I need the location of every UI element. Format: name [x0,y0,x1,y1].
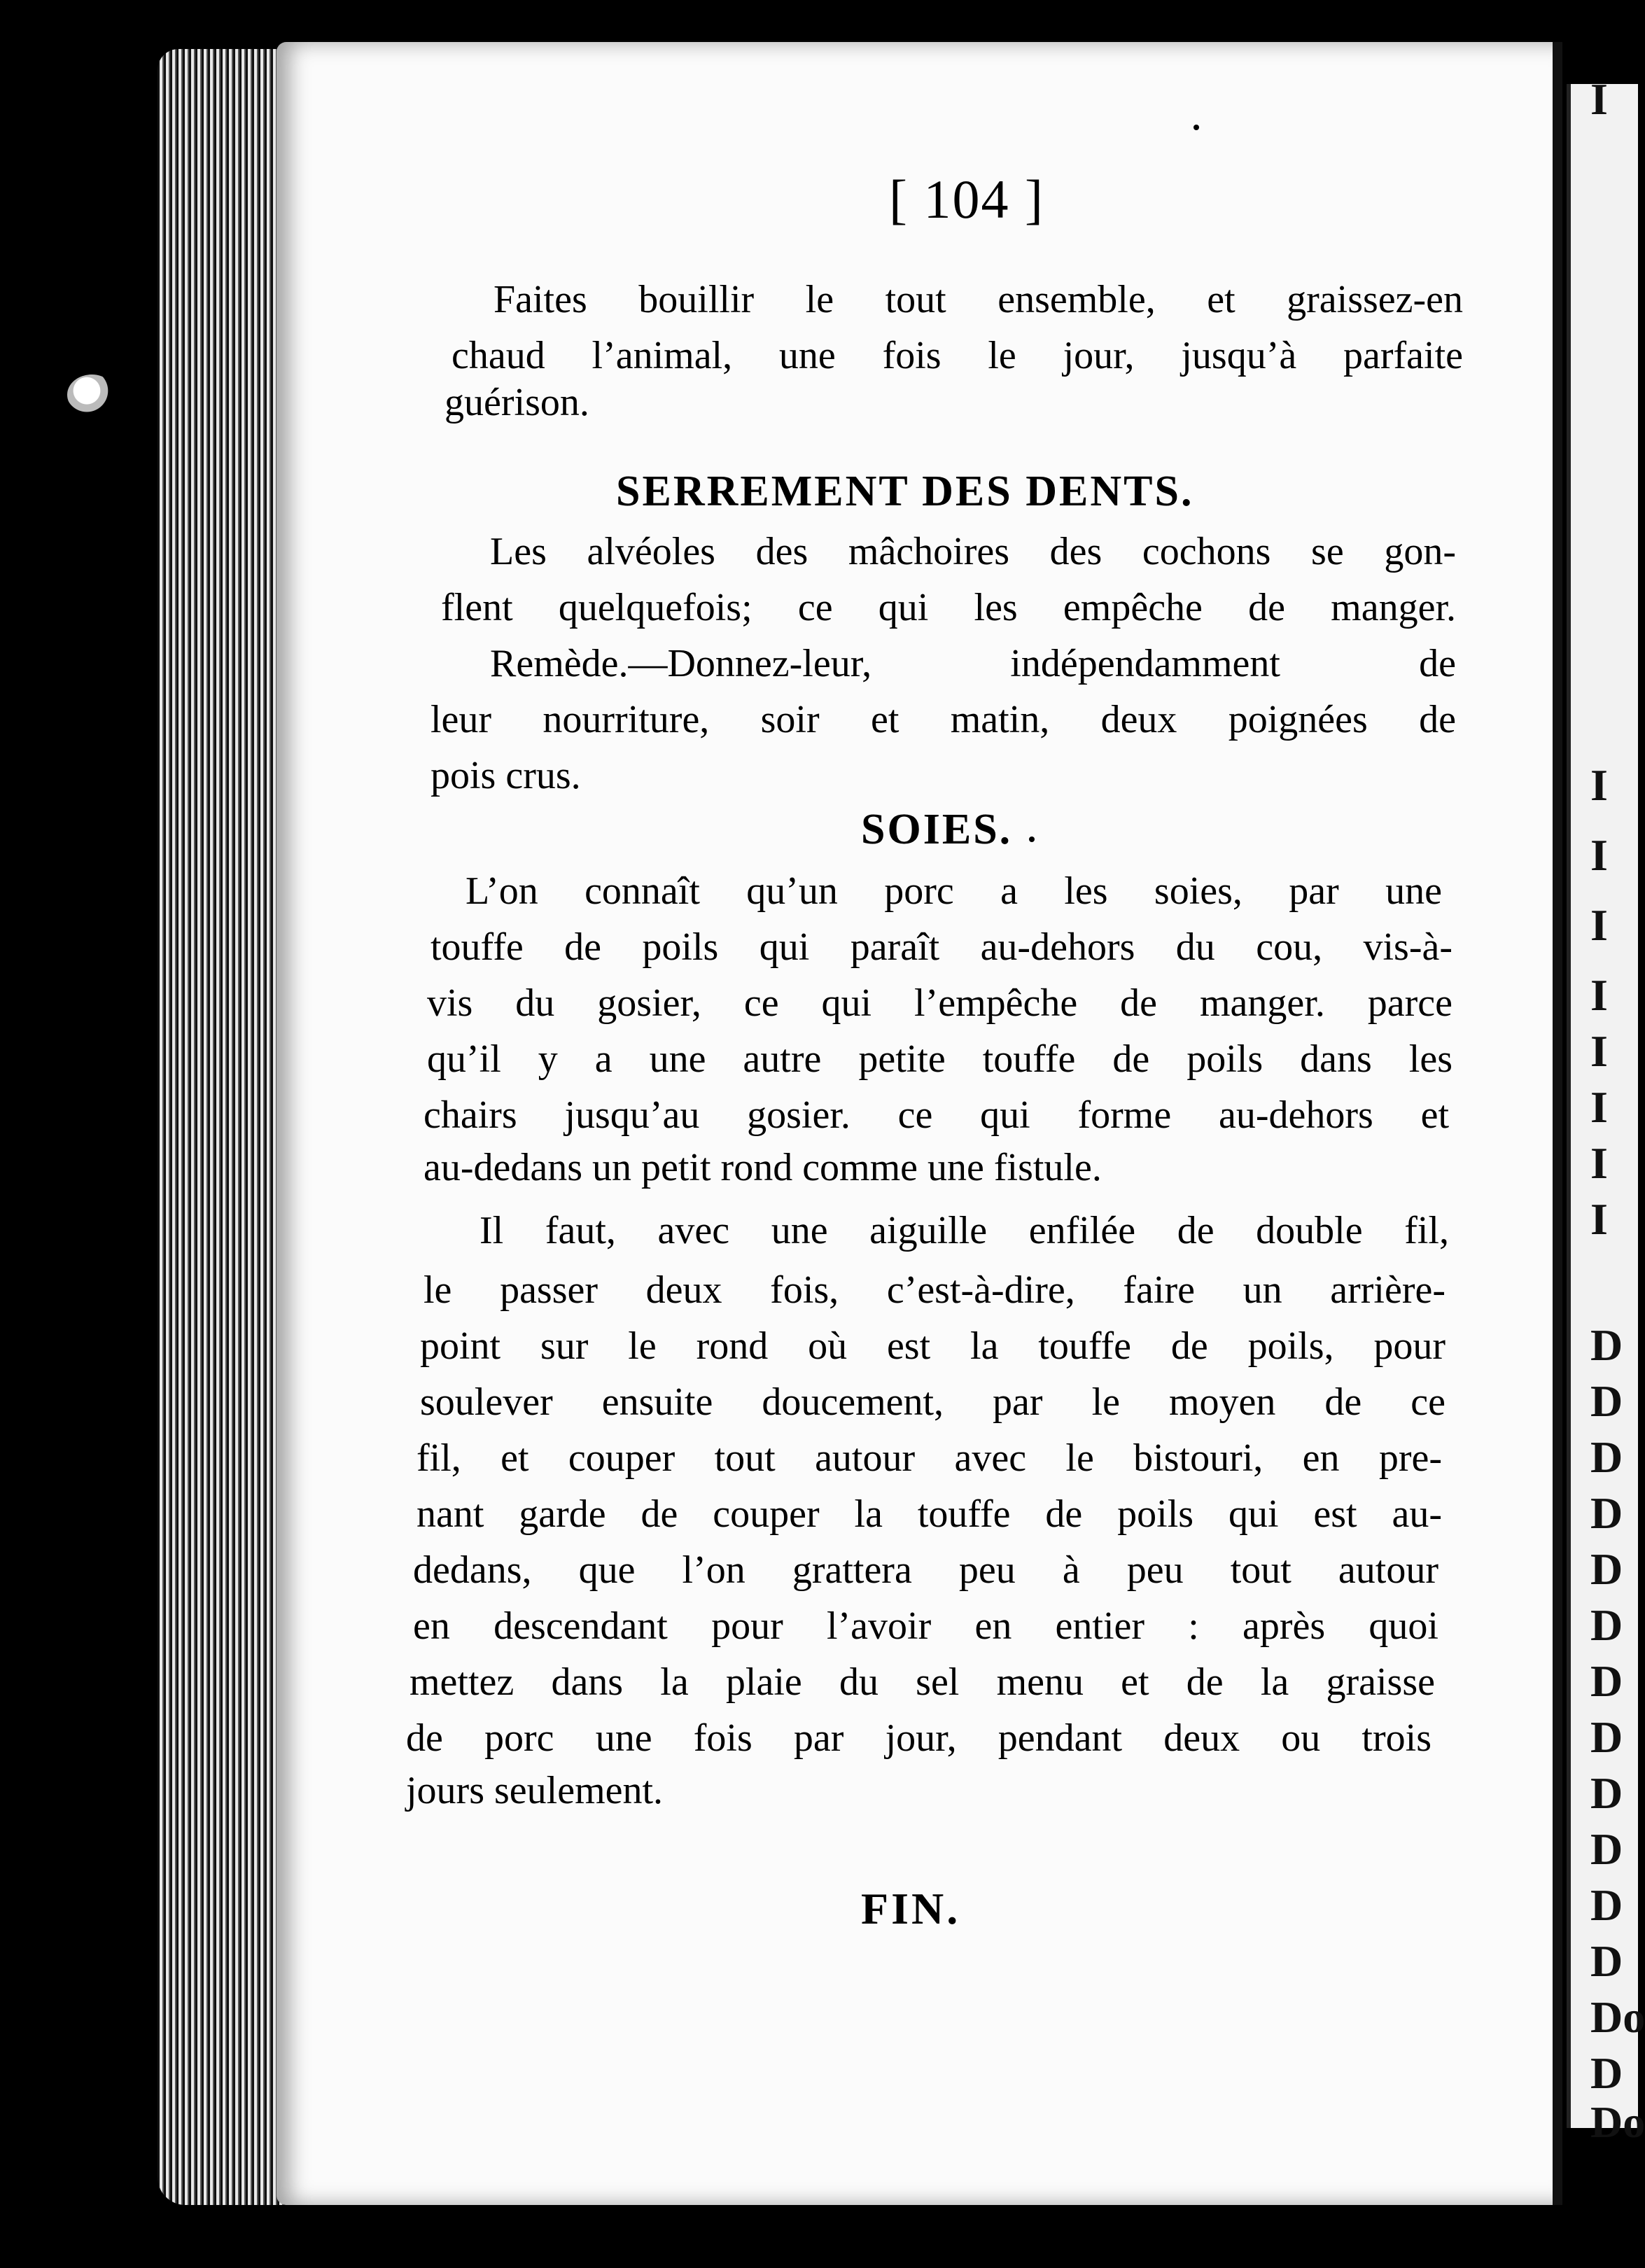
facing-letter: D [1590,1376,1623,1426]
stain-mark [67,374,116,415]
text-line: chairs jusqu’au gosier. ce qui forme au-dehors et [424,1093,1449,1137]
facing-letter: I [1590,1138,1608,1188]
text-line: le passer deux fois, c’est-à-dire, faire un arrière- [424,1268,1446,1312]
facing-letter: D [1590,1432,1623,1482]
facing-letter: I [1590,760,1608,810]
text-line: au-dedans un petit rond comme une fistule. [424,1146,1102,1189]
text-line: flent quelquefois; ce qui les empêche de manger. [441,586,1456,629]
text-line: Il faut, avec une aiguille enfilée de double fil, [479,1209,1449,1252]
section-heading: SOIES. [861,806,1013,853]
text-line: nant garde de couper la touffe de poils qui est au- [416,1492,1442,1536]
gutter [1553,42,1562,2205]
facing-letter: D [1590,1600,1623,1650]
facing-letter: D [1590,1320,1623,1370]
facing-letter: D [1590,1544,1623,1594]
facing-letter: I [1590,1194,1608,1244]
text-line: touffe de poils qui paraît au-dehors du cou, vis-à- [430,925,1452,969]
facing-letter: D [1590,1880,1623,1930]
facing-letter: D [1590,2048,1623,2098]
text-line: fil, et couper tout autour avec le bistouri, en pre- [416,1436,1442,1480]
facing-letter: I [1590,970,1608,1020]
text-line: mettez dans la plaie du sel menu et de la graisse [410,1660,1435,1704]
facing-letter: I [1590,900,1608,950]
facing-letter: D [1590,1488,1623,1538]
text-line: en descendant pour l’avoir en entier : après quoi [413,1604,1438,1648]
section-heading: SERREMENT DES DENTS. [616,468,1194,515]
facing-letter: D [1590,1712,1623,1762]
text-line: pois crus. [430,754,581,797]
text-line: leur nourriture, soir et matin, deux poignées de [430,698,1456,741]
speck [1029,836,1035,842]
facing-letter: D [1590,1768,1623,1818]
text-line: qu’il y a une autre petite touffe de poils dans les [427,1037,1452,1081]
facing-letter: D [1590,1936,1623,1986]
facing-letter: Do [1590,1992,1645,2042]
end-mark: FIN. [861,1884,961,1933]
speck [1194,125,1199,130]
facing-letter: D [1590,1824,1623,1874]
facing-letter: I [1590,1026,1608,1076]
text-line: soulever ensuite doucement, par le moyen de ce [420,1380,1446,1424]
facing-letter: I [1590,830,1608,880]
facing-page [1567,74,1645,2147]
facing-letter: Do [1590,2097,1645,2147]
facing-letter: I [1590,74,1608,124]
text-line: Les alvéoles des mâchoires des cochons se gon- [490,530,1456,573]
text-line: de porc une fois par jour, pendant deux ou trois [406,1716,1432,1760]
text-line: vis du gosier, ce qui l’empêche de manger. parce [427,981,1452,1025]
text-line: chaud l’animal, une fois le jour, jusqu’à parfaite [451,334,1463,377]
text-line: L’on connaît qu’un porc a les soies, par une [465,869,1442,913]
text-line: dedans, que l’on grattera peu à peu tout autour [413,1548,1438,1592]
page-number: [ 104 ] [889,169,1044,230]
text-line: guérison. [444,381,589,424]
text-line: Faites bouillir le tout ensemble, et graissez-en [493,278,1463,321]
facing-letter: I [1590,1082,1608,1132]
text-line: Remède.—Donnez-leur, indépendamment de [490,642,1456,685]
text-line: jours seulement. [406,1769,664,1812]
text-line: point sur le rond où est la touffe de poils, pour [420,1324,1446,1368]
facing-letter: D [1590,1656,1623,1706]
